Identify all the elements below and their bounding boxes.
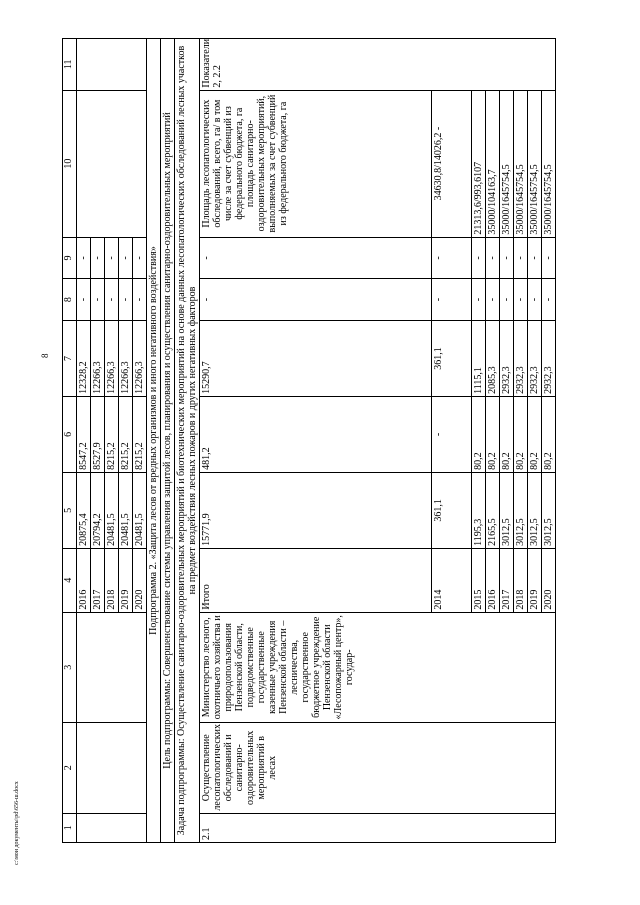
value-cell: 3012,5 xyxy=(500,472,514,548)
value-cell: 2932,3 xyxy=(514,320,528,396)
value-cell: - xyxy=(133,279,147,321)
value-cell: - xyxy=(500,237,514,279)
col-header-5: 5 xyxy=(63,472,77,548)
value-cell: 21313,6/993,6107 xyxy=(472,90,486,237)
value-cell: 3012,5 xyxy=(528,472,542,548)
col-header-6: 6 xyxy=(63,396,77,472)
year-cell: 2017 xyxy=(91,548,105,612)
value-cell: - xyxy=(91,237,105,279)
value-cell: - xyxy=(486,237,500,279)
row-number: 2.1 xyxy=(200,813,556,842)
col-header-7: 7 xyxy=(63,320,77,396)
value-cell: - xyxy=(514,279,528,321)
value-cell: 20481,5 xyxy=(133,472,147,548)
value-cell: 2165,5 xyxy=(486,472,500,548)
year-cell: 2018 xyxy=(514,548,528,612)
value-cell: 80,2 xyxy=(542,396,556,472)
value-cell: 80,2 xyxy=(486,396,500,472)
subprogram-goal: Цель подпрограммы: Совершенствование системы управления защитой лесов, планирования и осуществления санитарно-оздоровительных мероприятий xyxy=(161,39,175,843)
value-cell: - xyxy=(528,237,542,279)
cell-empty xyxy=(77,90,147,237)
value-cell: 2932,3 xyxy=(528,320,542,396)
measure-name: Осуществление лесопатологических обследований и санитарно-оздоровительных мероприятий в лесах xyxy=(200,722,556,813)
total-c7: 15290,7 xyxy=(200,320,432,396)
value-cell: 35000/1645754,5 xyxy=(514,90,528,237)
value-cell: - xyxy=(472,237,486,279)
value-cell: 3012,5 xyxy=(514,472,528,548)
page-number: 8 xyxy=(40,353,50,358)
value-cell: - xyxy=(432,396,472,472)
indicator-text: Площадь лесопатологических обследований, всего, га/ в том числе за счет субвенций из федерального бюджета, га площадь санитарно-оздоровительных мероприятий, выполняемых за счет субвенций из федерального бюджета, га xyxy=(200,90,432,237)
value-cell: - xyxy=(119,237,133,279)
year-cell: 2017 xyxy=(500,548,514,612)
value-cell: 35000/1645754,5 xyxy=(542,90,556,237)
executor: Министерство лесного, охотничьего хозяйства и природопользования Пензенской области, подведомственные государственные казенные учреждения Пензенской области – лесничества, государственное бюджетное учреждение Пензенской области «Лесопожарный центр», государ- xyxy=(200,612,556,722)
value-cell: - xyxy=(77,279,91,321)
indicator-ref: Показатели 2, 2.2 xyxy=(200,39,556,91)
subprogram-title: Подпрограмма 2. «Защита лесов от вредных организмов и иного негативного воздействия» xyxy=(147,39,161,843)
col-header-10: 10 xyxy=(63,90,77,237)
value-cell: 8215,2 xyxy=(105,396,119,472)
subprogram-title-row xyxy=(147,39,161,843)
value-cell: - xyxy=(528,279,542,321)
total-c8: - xyxy=(200,279,432,321)
value-cell: - xyxy=(514,237,528,279)
cell-empty xyxy=(77,39,147,91)
year-cell: 2020 xyxy=(542,548,556,612)
total-c6: 481,2 xyxy=(200,396,432,472)
value-cell: 8215,2 xyxy=(133,396,147,472)
value-cell: 80,2 xyxy=(472,396,486,472)
value-cell: 2085,3 xyxy=(486,320,500,396)
column-number-row xyxy=(63,39,77,843)
row-2-1-total xyxy=(200,39,432,843)
value-cell: 361,1 xyxy=(432,320,472,396)
value-cell: 20481,5 xyxy=(105,472,119,548)
value-cell: 20481,5 xyxy=(119,472,133,548)
value-cell: 12266,3 xyxy=(91,320,105,396)
year-cell: 2016 xyxy=(486,548,500,612)
value-cell: 3012,5 xyxy=(542,472,556,548)
subprogram-table xyxy=(62,38,556,843)
table-row xyxy=(77,39,91,843)
col-header-9: 9 xyxy=(63,237,77,279)
year-cell: 2020 xyxy=(133,548,147,612)
value-cell: 34630,8/14026,2 - xyxy=(432,90,472,237)
cell-empty xyxy=(77,813,147,842)
value-cell: - xyxy=(105,279,119,321)
value-cell: 35000/104163,7 xyxy=(486,90,500,237)
value-cell: 1195,3 xyxy=(472,472,486,548)
col-header-2: 2 xyxy=(63,722,77,813)
value-cell: 12266,3 xyxy=(119,320,133,396)
year-cell: 2019 xyxy=(528,548,542,612)
col-header-8: 8 xyxy=(63,279,77,321)
year-cell: 2015 xyxy=(472,548,486,612)
value-cell: 8215,2 xyxy=(119,396,133,472)
value-cell: - xyxy=(105,237,119,279)
value-cell: 2932,3 xyxy=(500,320,514,396)
value-cell: 2932,3 xyxy=(542,320,556,396)
value-cell: 35000/1645754,5 xyxy=(500,90,514,237)
year-cell: 2014 xyxy=(432,548,472,612)
subprogram-goal-row xyxy=(161,39,175,843)
value-cell: 80,2 xyxy=(514,396,528,472)
value-cell: - xyxy=(432,279,472,321)
value-cell: - xyxy=(542,279,556,321)
value-cell: - xyxy=(500,279,514,321)
value-cell: 20875,4 xyxy=(77,472,91,548)
col-header-11: 11 xyxy=(63,39,77,91)
total-c5: 15771,9 xyxy=(200,472,432,548)
col-header-4: 4 xyxy=(63,548,77,612)
value-cell: 361,1 xyxy=(432,472,472,548)
value-cell: 35000/1645754,5 xyxy=(528,90,542,237)
rotated-table-container xyxy=(62,38,622,843)
cell-empty xyxy=(77,612,147,722)
value-cell: - xyxy=(91,279,105,321)
value-cell: - xyxy=(472,279,486,321)
subprogram-task-row xyxy=(175,39,200,843)
col-header-3: 3 xyxy=(63,612,77,722)
value-cell: - xyxy=(119,279,133,321)
year-cell: 2016 xyxy=(77,548,91,612)
total-c9: - xyxy=(200,237,432,279)
col-header-1: 1 xyxy=(63,813,77,842)
value-cell: 8527,9 xyxy=(91,396,105,472)
value-cell: 1115,1 xyxy=(472,320,486,396)
total-label: Итого xyxy=(200,548,432,612)
value-cell: 12266,3 xyxy=(105,320,119,396)
year-cell: 2018 xyxy=(105,548,119,612)
value-cell: - xyxy=(77,237,91,279)
footer-file-path: c:\мои документы\pd\656-ш.docx xyxy=(14,781,20,865)
value-cell: - xyxy=(432,237,472,279)
value-cell: 80,2 xyxy=(528,396,542,472)
value-cell: 8547,2 xyxy=(77,396,91,472)
cell-empty xyxy=(77,722,147,813)
value-cell: 80,2 xyxy=(500,396,514,472)
subprogram-task: Задача подпрограммы: Осуществление санитарно-оздоровительных мероприятий и биотехнических мероприятий на основе данных лесопатологических обследований лесных участков на предмет воздействия лесных пожаров и других негативных факторов xyxy=(175,39,200,843)
value-cell: - xyxy=(486,279,500,321)
value-cell: - xyxy=(133,237,147,279)
value-cell: 12266,3 xyxy=(133,320,147,396)
value-cell: 20794,2 xyxy=(91,472,105,548)
value-cell: - xyxy=(542,237,556,279)
value-cell: 12328,2 xyxy=(77,320,91,396)
year-cell: 2019 xyxy=(119,548,133,612)
